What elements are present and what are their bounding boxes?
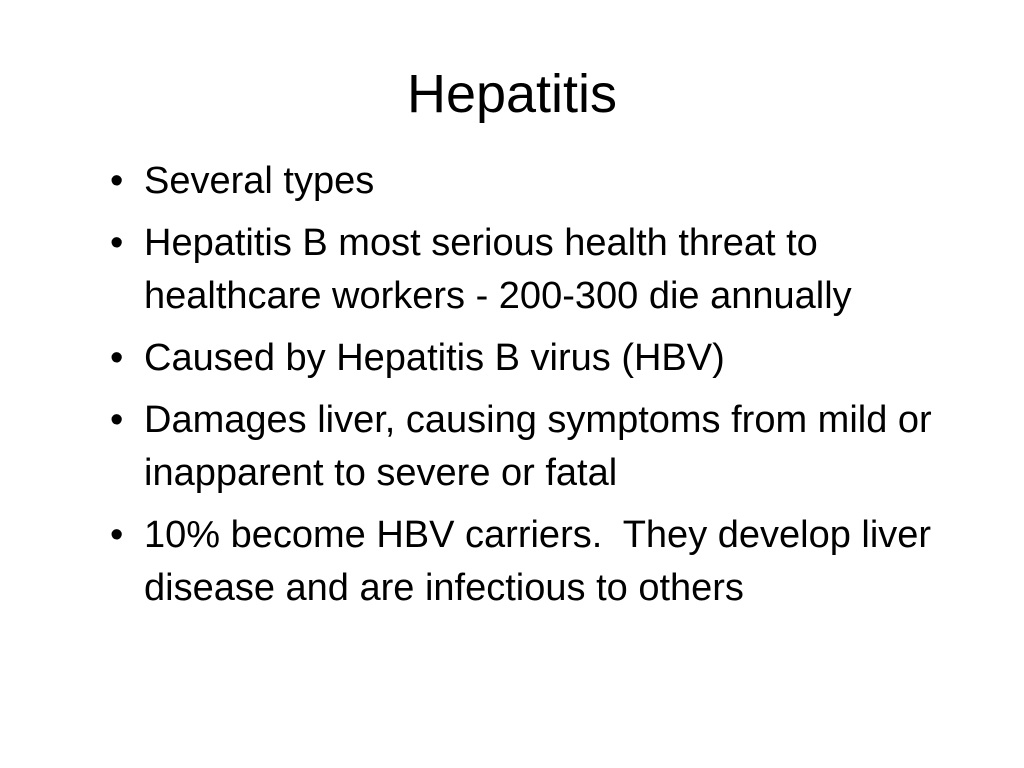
bullet-icon: • [110,222,124,264]
bullet-icon: • [110,160,124,202]
bullet-text: Damages liver, causing symptoms from mild or inapparent to severe or fatal [144,399,943,494]
bullet-text: Several types [144,160,375,202]
bullet-icon: • [110,399,124,441]
bullet-icon: • [110,514,124,556]
bullet-text: Caused by Hepatitis B virus (HBV) [144,337,725,379]
bullet-item [110,155,970,208]
bullet-text: Hepatitis B most serious health threat to healthcare workers - 200-300 die annually [144,222,852,317]
bullet-item [110,394,970,500]
slide-title: Hepatitis [406,64,618,124]
bullet-text: 10% become HBV carriers. They develop liver disease and are infectious to others [144,514,942,609]
bullet-icon: • [110,337,124,379]
bullet-item [110,217,970,323]
bullet-list [110,155,970,624]
bullet-item [110,509,970,615]
bullet-item [110,332,970,385]
